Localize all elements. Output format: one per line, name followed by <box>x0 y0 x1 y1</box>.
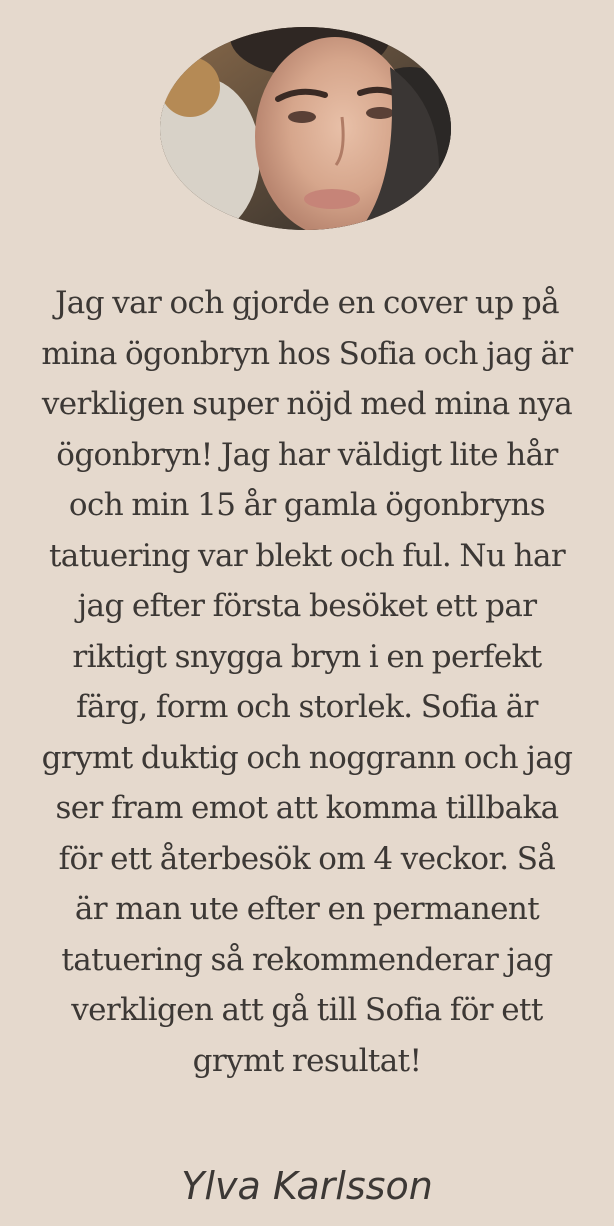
testimonial-author: Ylva Karlsson <box>181 1164 433 1208</box>
customer-avatar <box>160 27 451 230</box>
testimonial-quote: Jag var och gjorde en cover up på mina ögonbryn hos Sofia och jag är verkligen super nöjd med mina nya ögonbryn! Jag har väldigt lite hår och min 15 år gamla ögonbryns tatuering var blekt och ful. Nu har jag efter första besöket ett par riktigt snygga bryn i en perfekt färg, form och storlek. Sofia är grymt duktig och noggrann och jag ser fram emot att komma tillbaka för ett återbesök om 4 veckor. Så är man ute efter en permanent tatuering så rekommenderar jag verkligen att gå till Sofia för ett grymt resultat! <box>41 285 573 1079</box>
customer-photo <box>160 27 451 230</box>
